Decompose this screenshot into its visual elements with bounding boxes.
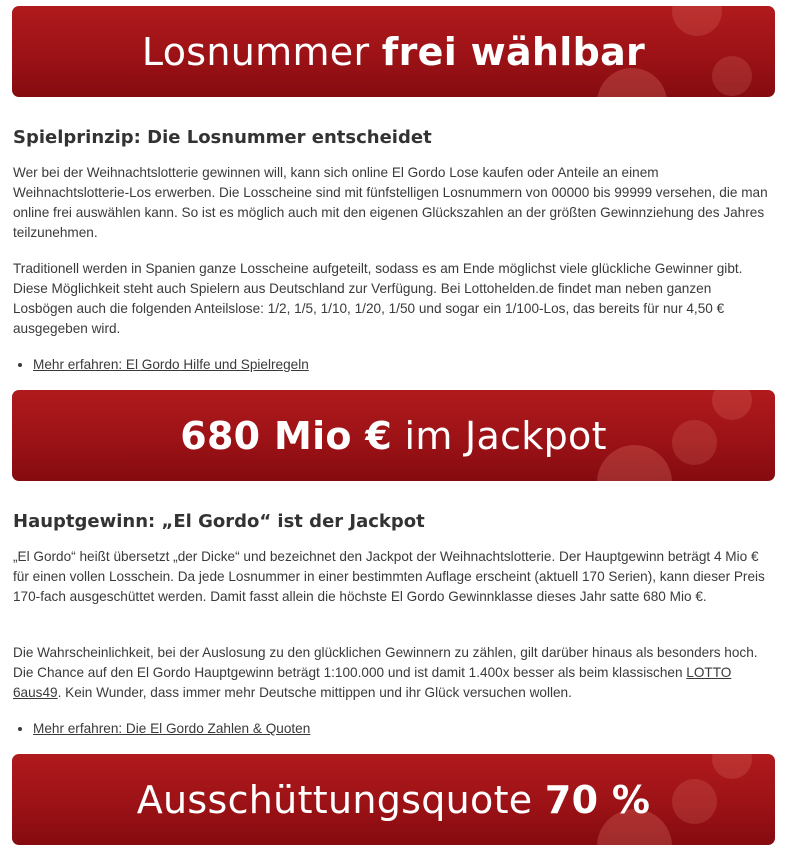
banner-jackpot xyxy=(12,390,775,481)
section-heading-game-principle: Spielprinzip: Die Losnummer entscheidet xyxy=(13,127,432,148)
paragraph xyxy=(13,643,773,703)
list-item xyxy=(33,355,309,375)
more-info-list xyxy=(13,355,309,375)
banner-free-number xyxy=(12,6,775,97)
paragraph: „El Gordo“ heißt übersetzt „der Dicke“ und bezeichnet den Jackpot der Weihnachtslotterie. Der Hauptgewinn beträgt 4 Mio € für einen vollen Losschein. Da jede Losnummer in einer bestimmten Auflage erscheint (aktuell 170 Serien), kann dieser Preis 170-fach ausgeschüttet werden. Damit fasst allein die höchste El Gordo Gewinnklasse dieses Jahr satte 680 Mio €. xyxy=(13,549,765,604)
paragraph-text: Die Wahrscheinlichkeit, bei der Auslosung zu den glücklichen Gewinnern zu zählen, gilt darüber hinaus als besonders hoch. Die Chance auf den El Gordo Hauptgewinn beträgt 1:100.000 und ist damit 1.400x besser als beim klassischen xyxy=(13,645,758,680)
banner-title xyxy=(142,30,645,74)
banner-title-light: im Jackpot xyxy=(392,413,607,458)
paragraph-text: . Kein Wunder, dass immer mehr Deutsche mittippen und ihr Glück versuchen wollen. xyxy=(57,685,572,700)
link-help-rules[interactable]: Mehr erfahren: El Gordo Hilfe und Spielregeln xyxy=(33,357,309,372)
paragraph: Wer bei der Weihnachtslotterie gewinnen will, kann sich online El Gordo Lose kaufen oder Anteile an einem Weihnachtslotterie-Los erwerben. Die Losscheine sind mit fünfstelligen Losnummern von 00000 bis 99999 versehen, die man online frei auswählen kann. So ist es möglich auch mit den eigenen Glückszahlen an der größten Gewinnziehung des Jahres teilzunehmen. xyxy=(13,165,768,240)
banner-title xyxy=(137,778,651,822)
link-lotto-6aus49[interactable]: LOTTO 6aus49 xyxy=(13,665,732,700)
section-heading-main-prize: Hauptgewinn: „El Gordo“ ist der Jackpot xyxy=(13,511,425,532)
banner-title-bold: frei wählbar xyxy=(381,29,646,74)
more-info-list xyxy=(13,719,310,739)
banner-title-light: Losnummer xyxy=(141,29,382,74)
paragraph: Traditionell werden in Spanien ganze Losscheine aufgeteilt, sodass es am Ende möglichst viele glückliche Gewinner gibt. Diese Möglichkeit steht auch Spielern aus Deutschland zur Verfügung. Bei Lottohelden.de findet man neben ganzen Losbögen auch die folgenden Anteilslose: 1/2, 1/5, 1/10, 1/20, 1/50 und sogar ein 1/100-Los, das bereits für nur 4,50 € ausgegeben wird. xyxy=(13,261,743,336)
banner-title-light: Ausschüttungsquote xyxy=(136,777,545,822)
banner-title-bold: 70 % xyxy=(544,777,651,822)
banner-title xyxy=(180,414,607,458)
banner-payout-rate xyxy=(12,754,775,845)
list-item xyxy=(33,719,310,739)
banner-title-bold: 680 Mio € xyxy=(180,413,393,458)
link-numbers-odds[interactable]: Mehr erfahren: Die El Gordo Zahlen & Quoten xyxy=(33,721,311,736)
